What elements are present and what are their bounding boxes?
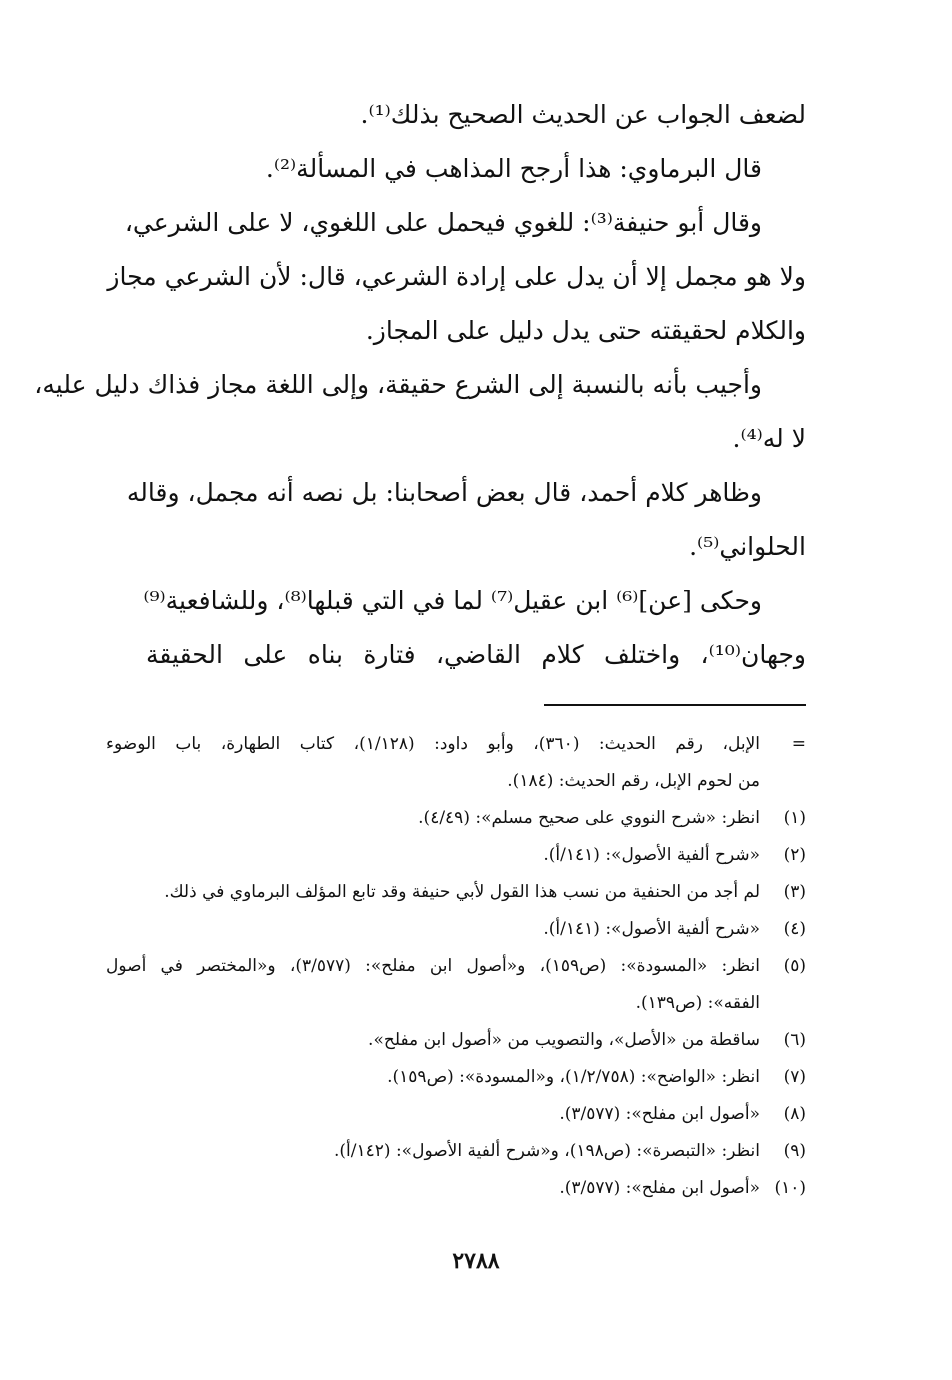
footnote-8 [106,1096,806,1133]
footnote-line: من لحوم الإبل، رقم الحديث: (١٨٤). [507,771,760,791]
footnote-number: (٩) [783,1141,806,1161]
text-line: وأجيب بأنه بالنسبة إلى الشرع حقيقة، وإلى اللغة مجاز فذاك دليل عليه، [34,370,762,399]
footnote-line: «شرح ألفية الأصول»: (١٤١/أ). [543,919,760,939]
footnote-7 [106,1059,806,1096]
footnote-number: (٥) [783,956,806,976]
footnote-1 [106,800,806,837]
footnote-line: لم أجد من الحنفية من نسب هذا القول لأبي حنيفة وقد تابع المؤلف البرماوي في ذلك. [164,882,760,902]
footnote-text [106,1022,760,1059]
footnote-9 [106,1133,806,1170]
footnotes [106,726,806,1207]
footnote-3 [106,874,806,911]
footnote-number: (٦) [783,1030,806,1050]
footnote-continued [106,726,806,800]
page-number: ٢٧٨٨ [452,1248,500,1274]
footnote-10 [106,1170,806,1207]
footnote-line: انظر: «الواضح»: (١/٢/٧٥٨)، و«المسودة»: (ص١٥٩). [387,1067,760,1087]
footnote-4 [106,911,806,948]
text-line: وحكى [عن]⁽⁶⁾ ابن عقيل⁽⁷⁾ لما في التي قبلها⁽⁸⁾، وللشافعية⁽⁹⁾ [143,586,762,615]
footnote-number: (١٠) [774,1178,806,1198]
footnote-number: (١) [783,808,806,828]
footnote-line: انظر: «التبصرة»: (ص١٩٨)، و«شرح ألفية الأصول»: (١٤٢/أ). [334,1141,760,1161]
text-line: وجهان⁽¹⁰⁾، واختلف كلام القاضي، فتارة بناه على الحقيقة [146,640,806,669]
footnote-number: (٤) [783,919,806,939]
footnote-text [106,1096,760,1133]
text-line: لضعف الجواب عن الحديث الصحيح بذلك⁽¹⁾. [360,100,806,129]
text-line: وظاهر كلام أحمد، قال بعض أصحابنا: بل نصه أنه مجمل، وقاله [126,478,762,507]
footnote-5 [106,948,806,1022]
text-line: ولا هو مجمل إلا أن يدل على إرادة الشرعي، قال: لأن الشرعي مجاز [107,262,806,291]
footnote-line: ساقطة من «الأصل»، والتصويب من «أصول ابن مفلح». [368,1030,760,1050]
footnote-text [106,1059,760,1096]
footnote-line: انظر: «شرح النووي على صحيح مسلم»: (٤/٤٩). [418,808,760,828]
footnote-line: «أصول ابن مفلح»: (٣/٥٧٧). [559,1178,760,1198]
footnote-text [106,837,760,874]
footnote-6 [106,1022,806,1059]
footnote-text [106,874,760,911]
footnote-2 [106,837,806,874]
text-line: وقال أبو حنيفة⁽³⁾: للغوي فيحمل على اللغوي، لا على الشرعي، [124,208,762,237]
footnote-number: (٧) [783,1067,806,1087]
footnote-line: «شرح ألفية الأصول»: (١٤١/أ). [543,845,760,865]
footnote-text [106,800,760,837]
footnote-text [106,911,760,948]
main-text [34,88,806,682]
text-line: لا له⁽⁴⁾. [732,424,806,453]
footnote-line: «أصول ابن مفلح»: (٣/٥٧٧). [559,1104,760,1124]
text-line: الحلواني⁽⁵⁾. [689,532,806,561]
footnote-text [106,1170,760,1207]
text-line: والكلام لحقيقته حتى يدل دليل على المجاز. [365,316,806,345]
footnote-text [106,1133,760,1170]
footnote-number: (٣) [783,882,806,902]
footnote-number: (٢) [783,845,806,865]
footnote-text [106,948,760,1022]
footnote-separator [544,704,806,706]
footnote-number: (٨) [783,1104,806,1124]
footnote-text [106,726,760,800]
footnote-line: الفقه»: (ص١٣٩). [635,993,760,1013]
footnote-line: انظر: «المسودة»: (ص١٥٩)، و«أصول ابن مفلح»: (٣/٥٧٧)، و«المختصر في أصول [106,956,760,976]
footnote-number: = [791,734,806,754]
footnote-line: الإبل، رقم الحديث: (٣٦٠)، وأبو داود: (١/١٢٨)، كتاب الطهارة، باب الوضوء [106,734,761,754]
text-line: قال البرماوي: هذا أرجح المذاهب في المسألة⁽²⁾. [265,154,762,183]
